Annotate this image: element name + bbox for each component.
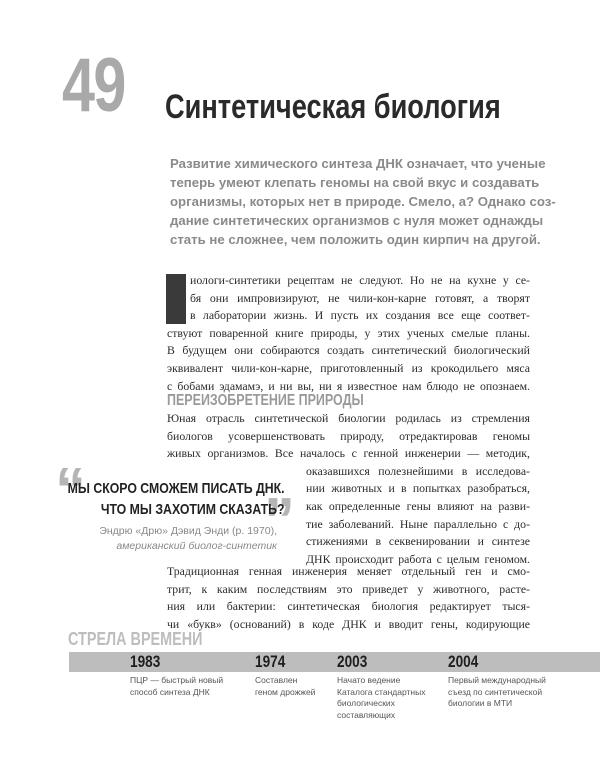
quote-text bbox=[68, 478, 285, 520]
lead-line: Развитие химического синтеза ДНК означает, что ученые bbox=[170, 156, 546, 171]
lead-paragraph bbox=[170, 154, 556, 249]
text-line: Юная отрасль синтетической биологии родилась из стремления bbox=[167, 411, 530, 425]
text-line: ния или бактерии: синтетическая биология редактирует тыся- bbox=[167, 599, 530, 614]
lead-line: стать не сложнее, чем положить один кирпич на другой. bbox=[170, 232, 541, 247]
text-line: оказавшихся полезнейшими в исследова- bbox=[306, 463, 530, 478]
timeline-event bbox=[337, 652, 425, 721]
timeline-event bbox=[130, 652, 223, 698]
timeline-year: 1974 bbox=[255, 652, 286, 671]
text-line: трит, к каким последствиям это приведет у животного, расте- bbox=[167, 581, 530, 596]
text-line: Традиционная генная инженерия меняет отдельный ген и смо- bbox=[167, 564, 530, 578]
lead-line: дание синтетических организмов с нуля может однажды bbox=[170, 213, 544, 228]
timeline-year: 2004 bbox=[448, 652, 479, 671]
section-heading: ПЕРЕИЗОБРЕТЕНИЕ ПРИРОДЫ bbox=[167, 392, 364, 409]
text-line: в лаборатории жизнь. И пусть их создания все еще соответ- bbox=[190, 308, 530, 323]
text-line: чи «букв» (оснований) в коде ДНК и вводит гены, кодирующие bbox=[167, 616, 530, 631]
quote-author-role: американский биолог-синтетик bbox=[116, 540, 277, 552]
text-line: как определенные гены влияют на разви- bbox=[306, 498, 530, 513]
timeline-desc: Начато ведение Каталога стандартных биологических составляющих bbox=[337, 675, 426, 720]
timeline-heading: СТРЕЛА ВРЕМЕНИ bbox=[68, 629, 203, 649]
page-title: Синтетическая биология bbox=[165, 88, 501, 126]
open-quote-icon: “ bbox=[55, 456, 86, 525]
quote-line: ЧТО МЫ ЗАХОТИМ СКАЗАТЬ? bbox=[101, 501, 285, 518]
timeline-year: 1983 bbox=[130, 652, 161, 671]
quote-author: Эндрю «Дрю» Дэвид Энди (р. 1970), bbox=[99, 525, 277, 537]
text-line: иологи-синтетики рецептам не следуют. Но не на кухне у се- bbox=[190, 273, 530, 287]
close-quote-icon: ” bbox=[264, 486, 295, 555]
closing-paragraph bbox=[167, 563, 530, 633]
timeline-desc: ПЦР — быстрый новый способ синтеза ДНК bbox=[130, 675, 224, 697]
timeline-desc: Первый международный съезд по синтетической биологии в МТИ bbox=[448, 675, 546, 708]
text-line: ствуют поваренной книге природы, у этих ученых смелые планы. bbox=[167, 325, 530, 340]
text-line: эквивалент чили-кон-карне, приготовленный из крокодильего мяса bbox=[167, 360, 530, 375]
text-line: стижениями в секвенировании и синтезе bbox=[306, 534, 530, 549]
timeline-event bbox=[448, 652, 546, 710]
text-line: В будущем они собираются создать синтетический биологический bbox=[167, 343, 530, 358]
text-line: живых организмов. Все началось с генной инженерии — методик, bbox=[167, 446, 530, 461]
text-line: с бобами эдамамэ, и ни вы, ни я известное нам блюдо не опознаем. bbox=[167, 378, 530, 393]
quote-attribution bbox=[99, 524, 277, 554]
text-line: биологов усовершенствовать природу, отредактировав геномы bbox=[167, 428, 530, 443]
lead-line: организмы, которых нет в природе. Смело, а? Однако соз- bbox=[170, 194, 556, 209]
intro-paragraph bbox=[167, 272, 530, 395]
timeline-event bbox=[255, 652, 315, 698]
timeline-year: 2003 bbox=[337, 652, 368, 671]
text-line: ДНК происходит работа с целым геномом. bbox=[306, 551, 530, 566]
text-line: нии животных и в попытках разобраться, bbox=[306, 481, 530, 496]
chapter-number: 49 bbox=[62, 43, 125, 128]
text-line: бя они импровизируют, не чили-кон-карне готовят, а творят bbox=[190, 290, 530, 305]
lead-line: теперь умеют клепать геномы на свой вкус и создавать bbox=[170, 175, 540, 190]
timeline-desc: Составлен геном дрожжей bbox=[255, 675, 316, 697]
text-line: тие заболеваний. Ныне параллельно с до- bbox=[306, 516, 530, 531]
quote-line: МЫ СКОРО СМОЖЕМ ПИСАТЬ ДНК. bbox=[68, 480, 285, 497]
